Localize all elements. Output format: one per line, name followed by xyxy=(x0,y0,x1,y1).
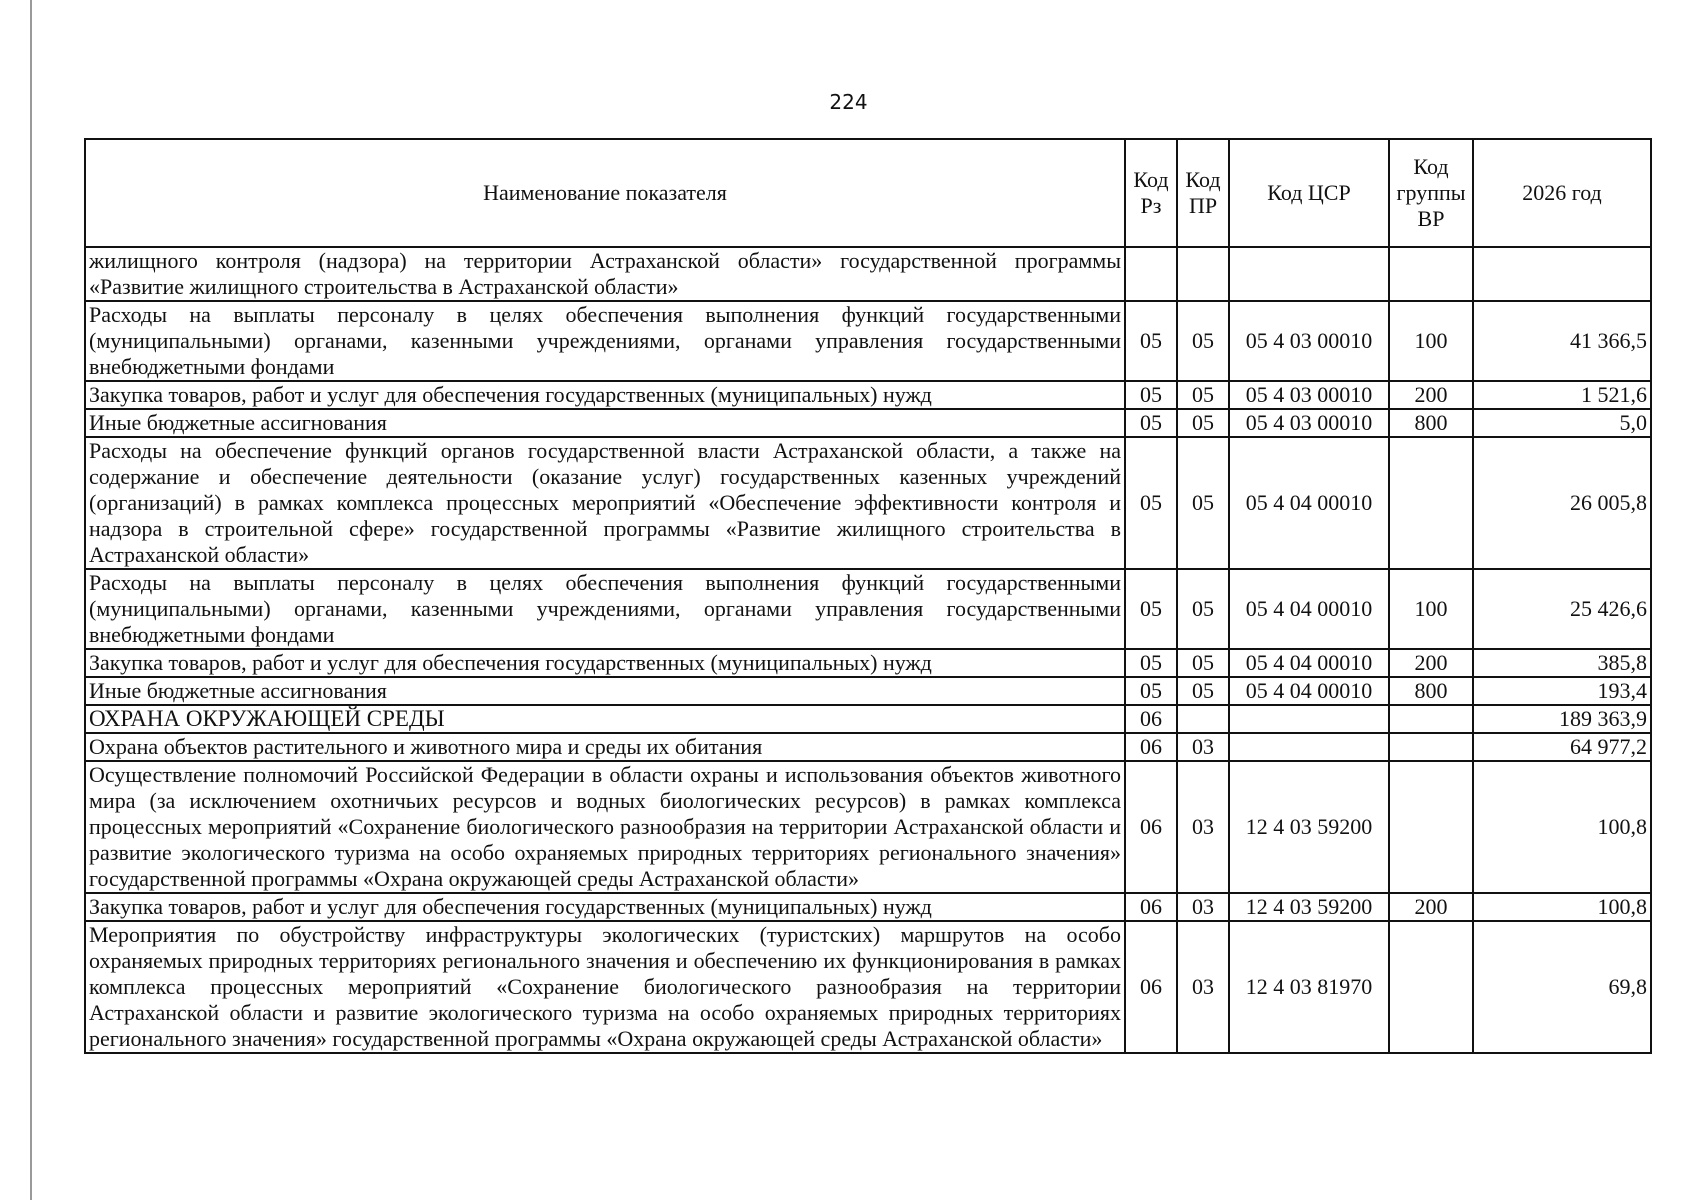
row-rz: 06 xyxy=(1125,733,1177,761)
table-row xyxy=(85,301,1651,381)
row-rz: 06 xyxy=(1125,705,1177,733)
row-name: Закупка товаров, работ и услуг для обеспечения государственных (муниципальных) нужд xyxy=(85,381,1125,409)
row-amount: 64 977,2 xyxy=(1473,733,1651,761)
row-rz: 05 xyxy=(1125,301,1177,381)
row-pr: 05 xyxy=(1177,649,1229,677)
table-row xyxy=(85,381,1651,409)
row-amount xyxy=(1473,247,1651,301)
row-vr: 800 xyxy=(1389,677,1473,705)
row-vr: 800 xyxy=(1389,409,1473,437)
table-row xyxy=(85,705,1651,733)
row-csr xyxy=(1229,705,1389,733)
table-row xyxy=(85,409,1651,437)
row-csr: 05 4 04 00010 xyxy=(1229,677,1389,705)
row-amount: 26 005,8 xyxy=(1473,437,1651,569)
row-amount: 1 521,6 xyxy=(1473,381,1651,409)
row-pr: 03 xyxy=(1177,893,1229,921)
table-row xyxy=(85,761,1651,893)
row-amount: 385,8 xyxy=(1473,649,1651,677)
row-rz: 05 xyxy=(1125,409,1177,437)
row-rz: 06 xyxy=(1125,761,1177,893)
row-pr: 05 xyxy=(1177,677,1229,705)
row-csr: 12 4 03 59200 xyxy=(1229,761,1389,893)
row-vr xyxy=(1389,705,1473,733)
row-name: Расходы на выплаты персоналу в целях обеспечения выполнения функций государственными (муниципальными) органами, казенными учреждениями, органами управления государственными внебюджетными фондами xyxy=(85,301,1125,381)
row-vr: 100 xyxy=(1389,301,1473,381)
row-pr xyxy=(1177,705,1229,733)
row-amount: 100,8 xyxy=(1473,761,1651,893)
table-row xyxy=(85,649,1651,677)
row-csr: 12 4 03 59200 xyxy=(1229,893,1389,921)
table-row xyxy=(85,733,1651,761)
row-csr xyxy=(1229,247,1389,301)
row-vr: 200 xyxy=(1389,893,1473,921)
header-rz: Код Рз xyxy=(1125,139,1177,247)
row-vr xyxy=(1389,921,1473,1053)
row-pr: 03 xyxy=(1177,921,1229,1053)
row-name: Расходы на выплаты персоналу в целях обеспечения выполнения функций государственными (муниципальными) органами, казенными учреждениями, органами управления государственными внебюджетными фондами xyxy=(85,569,1125,649)
table-row xyxy=(85,437,1651,569)
header-csr: Код ЦСР xyxy=(1229,139,1389,247)
row-vr xyxy=(1389,733,1473,761)
row-pr xyxy=(1177,247,1229,301)
row-pr: 03 xyxy=(1177,761,1229,893)
row-name: Расходы на обеспечение функций органов государственной власти Астраханской области, а также на содержание и обеспечение деятельности (оказание услуг) государственных казенных учреждений (организаций) в рамках комплекса процессных мероприятий «Обеспечение эффективности контроля и надзора в строительной сфере» государственной программы «Развитие жилищного строительства в Астраханской области» xyxy=(85,437,1125,569)
row-amount: 193,4 xyxy=(1473,677,1651,705)
row-name: Иные бюджетные ассигнования xyxy=(85,409,1125,437)
row-amount: 25 426,6 xyxy=(1473,569,1651,649)
row-vr xyxy=(1389,437,1473,569)
row-csr: 05 4 03 00010 xyxy=(1229,409,1389,437)
row-name: Закупка товаров, работ и услуг для обеспечения государственных (муниципальных) нужд xyxy=(85,649,1125,677)
row-csr: 05 4 04 00010 xyxy=(1229,569,1389,649)
row-csr: 05 4 04 00010 xyxy=(1229,649,1389,677)
row-csr: 12 4 03 81970 xyxy=(1229,921,1389,1053)
row-csr: 05 4 03 00010 xyxy=(1229,301,1389,381)
row-amount: 5,0 xyxy=(1473,409,1651,437)
table-header-row xyxy=(85,139,1651,247)
row-vr xyxy=(1389,247,1473,301)
row-vr: 100 xyxy=(1389,569,1473,649)
row-rz: 05 xyxy=(1125,677,1177,705)
row-rz: 06 xyxy=(1125,921,1177,1053)
row-name: Закупка товаров, работ и услуг для обеспечения государственных (муниципальных) нужд xyxy=(85,893,1125,921)
row-rz xyxy=(1125,247,1177,301)
table-row xyxy=(85,677,1651,705)
table-row xyxy=(85,569,1651,649)
row-vr: 200 xyxy=(1389,649,1473,677)
row-amount: 41 366,5 xyxy=(1473,301,1651,381)
page-number: 224 xyxy=(829,90,868,114)
row-vr xyxy=(1389,761,1473,893)
row-rz: 05 xyxy=(1125,569,1177,649)
header-vr: Код группы ВР xyxy=(1389,139,1473,247)
row-pr: 05 xyxy=(1177,381,1229,409)
row-amount: 100,8 xyxy=(1473,893,1651,921)
row-amount: 69,8 xyxy=(1473,921,1651,1053)
row-name: ОХРАНА ОКРУЖАЮЩЕЙ СРЕДЫ xyxy=(85,705,1125,733)
row-rz: 05 xyxy=(1125,437,1177,569)
row-pr: 05 xyxy=(1177,301,1229,381)
row-pr: 05 xyxy=(1177,409,1229,437)
row-name: жилищного контроля (надзора) на территории Астраханской области» государственной программы «Развитие жилищного строительства в Астраханской области» xyxy=(85,247,1125,301)
row-name: Осуществление полномочий Российской Федерации в области охраны и использования объектов животного мира (за исключением охотничьих ресурсов и водных биологических ресурсов) в рамках комплекса процессных мероприятий «Сохранение биологического разнообразия на территории Астраханской области и развитие экологического туризма на особо охраняемых природных территориях регионального значения» государственной программы «Охрана окружающей среды Астраханской области» xyxy=(85,761,1125,893)
row-rz: 05 xyxy=(1125,649,1177,677)
row-vr: 200 xyxy=(1389,381,1473,409)
row-csr: 05 4 04 00010 xyxy=(1229,437,1389,569)
row-pr: 05 xyxy=(1177,569,1229,649)
row-name: Охрана объектов растительного и животного мира и среды их обитания xyxy=(85,733,1125,761)
row-name: Мероприятия по обустройству инфраструктуры экологических (туристских) маршрутов на особо охраняемых природных территориях регионального значения и обеспечению их функционирования в рамках комплекса процессных мероприятий «Сохранение биологического разнообразия на территории Астраханской области и развитие экологического туризма на особо охраняемых природных территориях регионального значения» государственной программы «Охрана окружающей среды Астраханской области» xyxy=(85,921,1125,1053)
budget-table xyxy=(84,138,1652,1054)
table-row xyxy=(85,921,1651,1053)
row-rz: 06 xyxy=(1125,893,1177,921)
row-rz: 05 xyxy=(1125,381,1177,409)
header-name: Наименование показателя xyxy=(85,139,1125,247)
table-row xyxy=(85,893,1651,921)
scan-margin-line xyxy=(30,0,32,1200)
table-row xyxy=(85,247,1651,301)
row-csr xyxy=(1229,733,1389,761)
row-pr: 03 xyxy=(1177,733,1229,761)
header-pr: Код ПР xyxy=(1177,139,1229,247)
row-amount: 189 363,9 xyxy=(1473,705,1651,733)
row-csr: 05 4 03 00010 xyxy=(1229,381,1389,409)
header-year: 2026 год xyxy=(1473,139,1651,247)
row-pr: 05 xyxy=(1177,437,1229,569)
row-name: Иные бюджетные ассигнования xyxy=(85,677,1125,705)
